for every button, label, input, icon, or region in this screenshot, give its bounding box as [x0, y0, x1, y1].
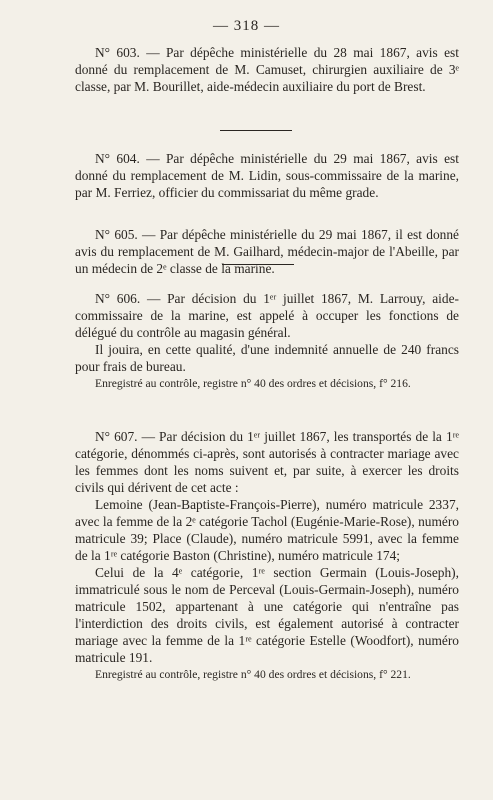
entry-paragraph: Celui de la 4ᵉ catégorie, 1ʳᵉ section Germain (Louis-Joseph), immatriculé sous le nom de Perceval (Louis-Germain-Joseph), numéro matricule 1502, appartenant à une catégorie qui n'entraîne pas l'interdiction des droits civils, est également autorisé à contracter mariage avec la femme de la 1ʳᵉ catégorie Estelle (Woodfort), numéro matricule 191. [75, 565, 459, 665]
entry-603 [75, 44, 459, 95]
entry-paragraph: N° 606. — Par décision du 1ᵉʳ juillet 1867, M. Larrouy, aide-commissaire de la marine, est appelé à occuper les fonctions de délégué du contrôle au magasin général. [75, 291, 459, 340]
section-divider [222, 264, 294, 265]
section-divider [220, 130, 292, 131]
entry-paragraph: Lemoine (Jean-Baptiste-François-Pierre), numéro matricule 2337, avec la femme de la 2ᵉ catégorie Tachol (Eugénie-Marie-Rose), numéro matricule 39; Place (Claude), numéro matricule 5991, avec la femme de la 1ʳᵉ catégorie Baston (Christine), numéro matricule 174; [75, 497, 459, 563]
entry-paragraph: Il jouira, en cette qualité, d'une indemnité annuelle de 240 francs pour frais de bureau. [75, 342, 459, 374]
registration-note: Enregistré au contrôle, registre n° 40 des ordres et décisions, f° 221. [95, 668, 411, 681]
entry-paragraph: N° 607. — Par décision du 1ᵉʳ juillet 1867, les transportés de la 1ʳᵉ catégorie, dénommés ci-après, sont autorisés à contracter mariage avec les femmes dont les noms suivent et, par suite, à exercer les droits civils qui dérivent de cet acte : [75, 429, 459, 495]
entry-606 [75, 290, 459, 392]
entry-605 [75, 226, 459, 277]
entry-paragraph: N° 603. — Par dépêche ministérielle du 28 mai 1867, avis est donné du remplacement de M. Camuset, chirurgien auxiliaire de 3ᵉ classe, par M. Bourillet, aide-médecin auxiliaire du port de Brest. [75, 45, 459, 94]
entry-paragraph: N° 605. — Par dépêche ministérielle du 29 mai 1867, il est donné avis du remplacement de M. Gailhard, médecin-major de l'Abeille, par un médecin de 2ᵉ classe de la marine. [75, 227, 459, 276]
registration-note: Enregistré au contrôle, registre n° 40 des ordres et décisions, f° 216. [95, 377, 411, 390]
entry-607 [75, 428, 459, 683]
page-number: — 318 — [213, 18, 280, 34]
entry-paragraph: N° 604. — Par dépêche ministérielle du 29 mai 1867, avis est donné du remplacement de M. Lidin, sous-commissaire de la marine, par M. Ferriez, officier du commissariat du même grade. [75, 151, 459, 200]
entry-604 [75, 150, 459, 201]
